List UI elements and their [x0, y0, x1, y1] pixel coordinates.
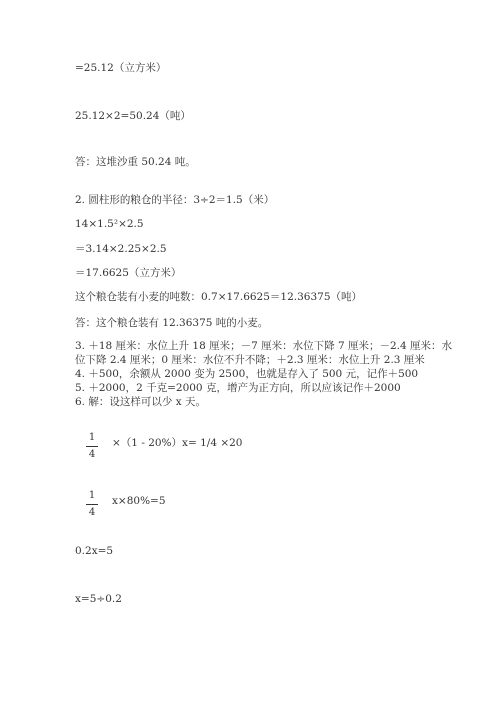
fraction-numerator: 1 — [88, 490, 96, 501]
text-line: x=5÷0.2 — [75, 593, 122, 605]
fraction-bar — [86, 504, 98, 505]
fraction-bar — [86, 446, 98, 447]
text-line: 答：这堆沙重 50.24 吨。 — [75, 156, 196, 168]
fraction-numerator: 1 — [88, 432, 96, 443]
fraction — [86, 432, 98, 460]
text-line: 4. ＋500，余额从 2000 变为 2500，也就是存入了 500 元，记作＋500 — [75, 368, 419, 380]
text-line: ＝17.6625（立方米） — [75, 267, 182, 279]
text-line: ＝3.14×2.25×2.5 — [75, 243, 167, 255]
fraction — [86, 490, 98, 518]
text-line: 3. ＋18 厘米：水位上升 18 厘米；－7 厘米：水位下降 7 厘米；－2.4 厘米：水 — [75, 340, 452, 352]
fraction-denominator: 4 — [88, 507, 96, 518]
equation: ×（1 - 20%）x= 1/4 ×20 — [112, 437, 243, 449]
text-line: =25.12（立方米） — [75, 62, 167, 74]
text-line: 0.2x=5 — [75, 545, 114, 557]
fraction-denominator: 4 — [88, 449, 96, 460]
text-line: 答：这个粮仓装有 12.36375 吨的小麦。 — [75, 317, 269, 329]
text-line: 2. 圆柱形的粮仓的半径：3÷2＝1.5（米） — [75, 194, 275, 206]
text-line: 14×1.5²×2.5 — [75, 218, 144, 230]
text-line: 这个粮仓装有小麦的吨数：0.7×17.6625＝12.36375（吨） — [75, 291, 363, 303]
text-line: 位下降 2.4 厘米；0 厘米：水位不升不降；＋2.3 厘米：水位上升 2.3 厘米 — [75, 354, 425, 366]
text-line: 25.12×2=50.24（吨） — [75, 110, 191, 122]
equation: x×80%=5 — [112, 495, 166, 507]
text-line: 5. ＋2000，2 千克=2000 克，增产为正方向，所以应该记作＋2000 — [75, 382, 401, 394]
text-line: 6. 解：设这样可以少 x 天。 — [75, 396, 206, 408]
